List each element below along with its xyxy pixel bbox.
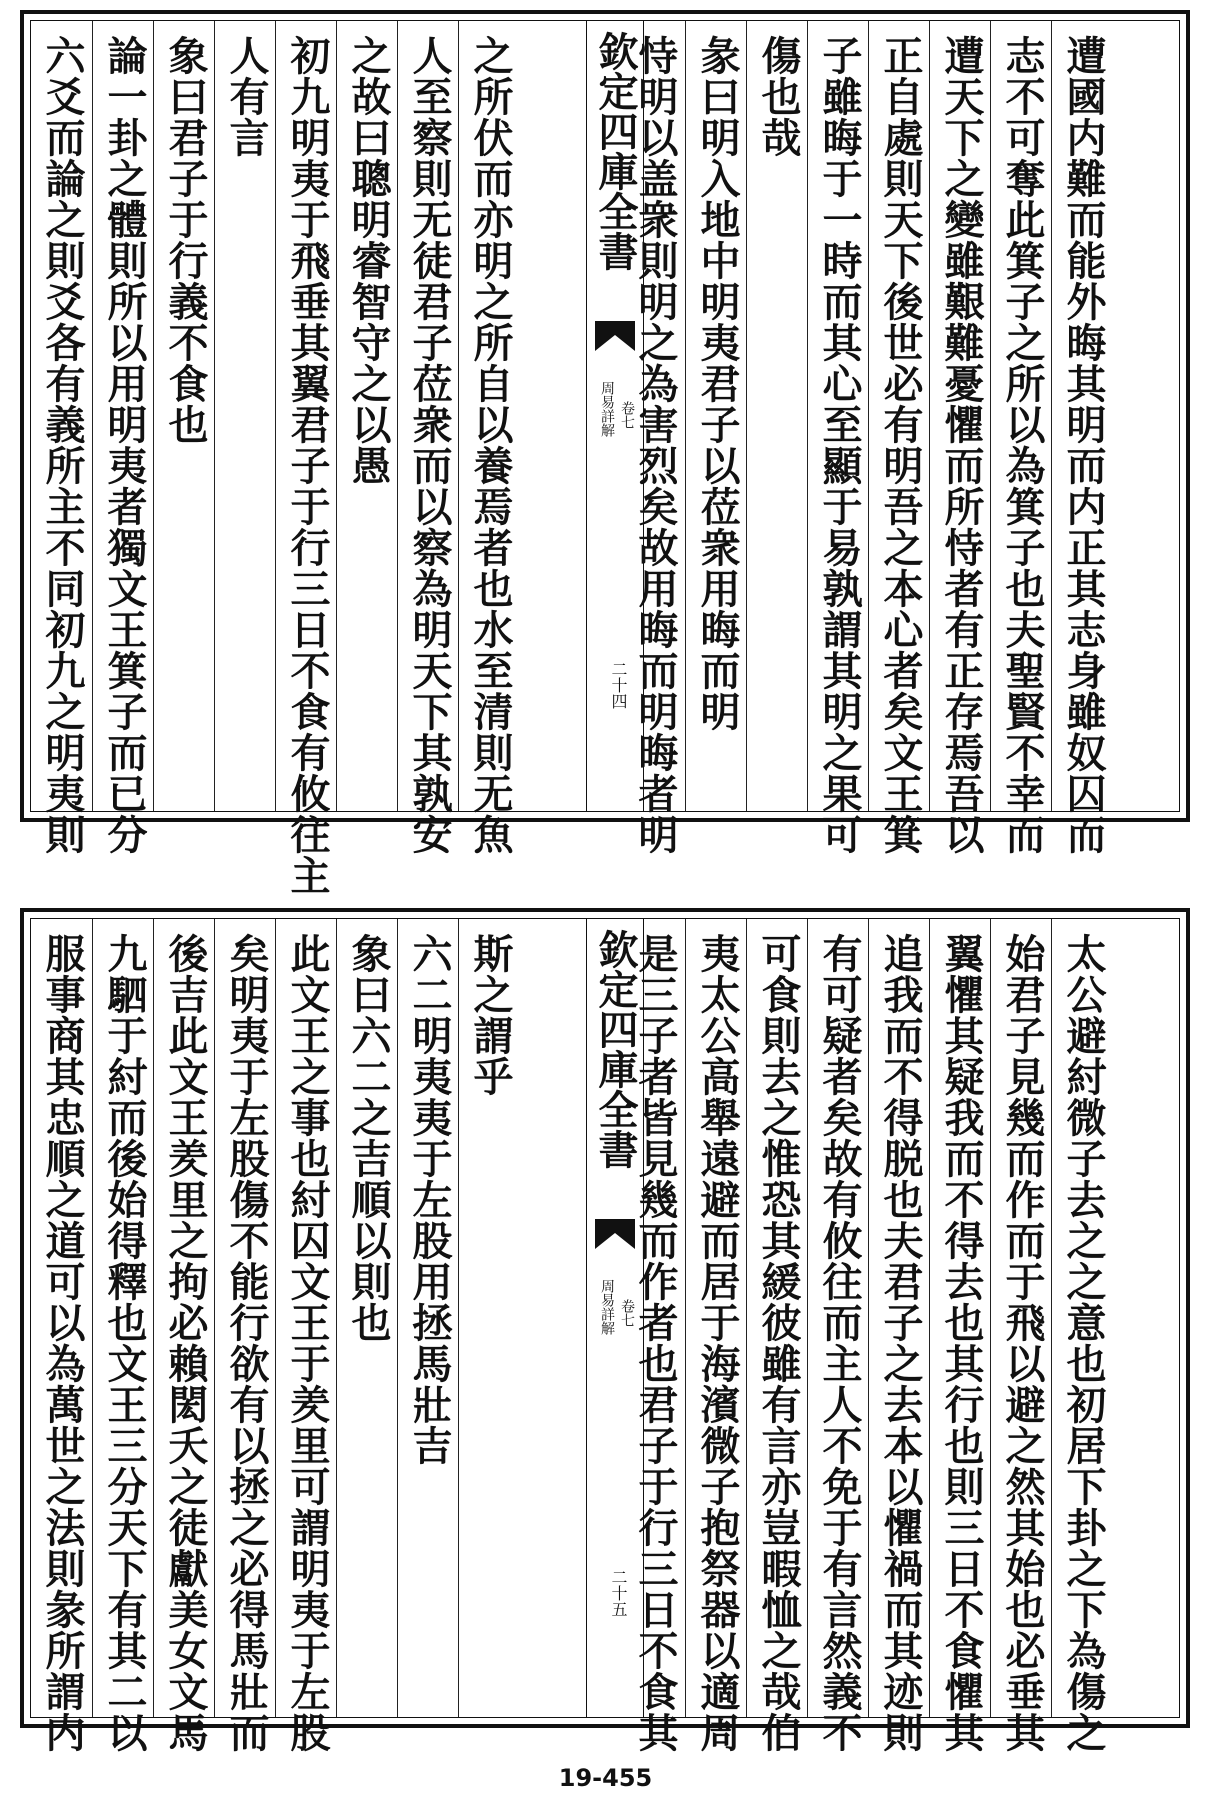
bottom-right-half xyxy=(624,919,1179,1753)
text-column xyxy=(153,919,215,1753)
text-column xyxy=(990,21,1052,855)
column-text: 服事商其忠順之道可以為萬世之法則彖所謂内 xyxy=(39,933,86,1753)
text-column xyxy=(624,919,685,1753)
column-text: 之所伏而亦明之所自以養焉者也水至清則无魚 xyxy=(467,35,514,855)
text-column xyxy=(746,919,808,1753)
reference-number: 19-455 xyxy=(558,1764,653,1792)
text-column xyxy=(685,21,747,811)
column-text: 象曰君子于行義不食也 xyxy=(162,35,209,445)
text-column xyxy=(929,21,991,855)
column-text: 正自處則天下後世必有明吾之本心者矣文王箕 xyxy=(877,35,924,855)
text-column xyxy=(336,21,398,811)
column-text: 子雖晦于一時而其心至顯于易孰謂其明之果可 xyxy=(816,35,863,855)
column-text: 人有言 xyxy=(223,35,270,158)
column-text: 此文王之事也紂囚文王于羑里可謂明夷于左股 xyxy=(284,933,331,1753)
column-text: 斯之謂乎 xyxy=(467,933,514,1097)
column-text: 彖曰明入地中明夷君子以莅衆用晦而明 xyxy=(694,35,741,732)
book-name: 周易詳解 xyxy=(599,381,615,437)
text-column xyxy=(685,919,747,1753)
page-number: 二十五 xyxy=(609,1569,628,1617)
text-column xyxy=(214,21,276,811)
text-column xyxy=(153,21,215,811)
column-text: 之故曰聰明睿智守之以愚 xyxy=(345,35,392,486)
bottom-page-frame xyxy=(30,918,1180,1753)
text-column xyxy=(624,21,685,855)
text-column xyxy=(458,919,520,1717)
page-number: 二十四 xyxy=(609,661,628,709)
text-column xyxy=(458,21,520,855)
column-text: 太公避紂微子去之之意也初居下卦之下為傷之 xyxy=(1060,933,1107,1753)
text-column xyxy=(929,919,991,1753)
column-text: 矣明夷于左股傷不能行欲有以拯之必得馬壯而 xyxy=(223,933,270,1753)
text-column xyxy=(868,21,930,855)
text-column xyxy=(1051,21,1113,855)
bottom-page xyxy=(20,908,1190,1753)
text-column xyxy=(336,919,398,1717)
text-column xyxy=(31,919,92,1753)
volume-label: 卷七 xyxy=(619,1299,635,1327)
column-text: 恃明以盖衆則明之為害烈矣故用晦而明晦者明 xyxy=(632,35,679,855)
column-text: 人至察則无徒君子莅衆而以察為明天下其孰安 xyxy=(406,35,453,855)
text-column xyxy=(397,919,459,1717)
column-text: 傷也哉 xyxy=(755,35,802,158)
column-text: 志不可奪此箕子之所以為箕子也夫聖賢不幸而 xyxy=(999,35,1046,855)
text-column xyxy=(1051,919,1113,1753)
column-text: 遭國内難而能外晦其明而内正其志身雖奴囚而 xyxy=(1060,35,1107,855)
column-text: 初九明夷于飛垂其翼君子于行三日不食有攸往主 xyxy=(284,35,331,896)
column-text: 後吉此文王羑里之拘必賴閎夭之徒獻美女文馬 xyxy=(162,933,209,1753)
column-text: 可食則去之惟恐其緩彼雖有言亦豈暇恤之哉伯 xyxy=(755,933,802,1753)
series-title: 欽定四庫全書 xyxy=(592,929,639,1169)
column-text: 六二明夷夷于左股用拯馬壯吉 xyxy=(406,933,453,1466)
top-page xyxy=(20,10,1190,896)
column-text: 象曰六二之吉順以則也 xyxy=(345,933,392,1343)
text-column xyxy=(807,21,869,855)
column-text: 始君子見幾而作而于飛以避之然其始也必垂其 xyxy=(999,933,1046,1753)
text-column xyxy=(214,919,276,1753)
volume-label: 卷七 xyxy=(619,401,635,429)
text-column xyxy=(868,919,930,1753)
column-text: 遭天下之變雖艱難憂懼而所恃者有正存焉吾以 xyxy=(938,35,985,855)
book-name: 周易詳解 xyxy=(599,1279,615,1335)
bottom-left-half xyxy=(31,919,586,1753)
text-column xyxy=(275,21,337,896)
column-text: 翼懼其疑我而不得去也其行也則三日不食懼其 xyxy=(938,933,985,1753)
text-column xyxy=(397,21,459,855)
text-column xyxy=(746,21,808,811)
column-text: 夷太公高舉遠避而居于海濱微子抱祭器以適周 xyxy=(694,933,741,1753)
top-left-half xyxy=(31,21,586,896)
column-text: 追我而不得脱也夫君子之去本以懼禍而其迹則 xyxy=(877,933,924,1753)
column-text: 論一卦之體則所以用明夷者獨文王箕子而已分 xyxy=(101,35,148,855)
top-right-half xyxy=(624,21,1179,855)
column-text: 六爻而論之則爻各有義所主不同初九之明夷則 xyxy=(39,35,86,855)
text-column xyxy=(31,21,92,855)
text-column xyxy=(807,919,869,1753)
text-column xyxy=(92,919,154,1753)
column-text: 九駟于紂而後始得釋也文王三分天下有其二以 xyxy=(101,933,148,1753)
column-text: 有可疑者矣故有攸往而主人不免于有言然義不 xyxy=(816,933,863,1753)
text-column xyxy=(275,919,337,1753)
top-page-frame xyxy=(30,20,1180,896)
series-title: 欽定四庫全書 xyxy=(592,31,639,271)
text-column xyxy=(92,21,154,855)
text-column xyxy=(990,919,1052,1753)
column-text: 是三子者皆見幾而作者也君子于行三日不食其 xyxy=(632,933,679,1753)
